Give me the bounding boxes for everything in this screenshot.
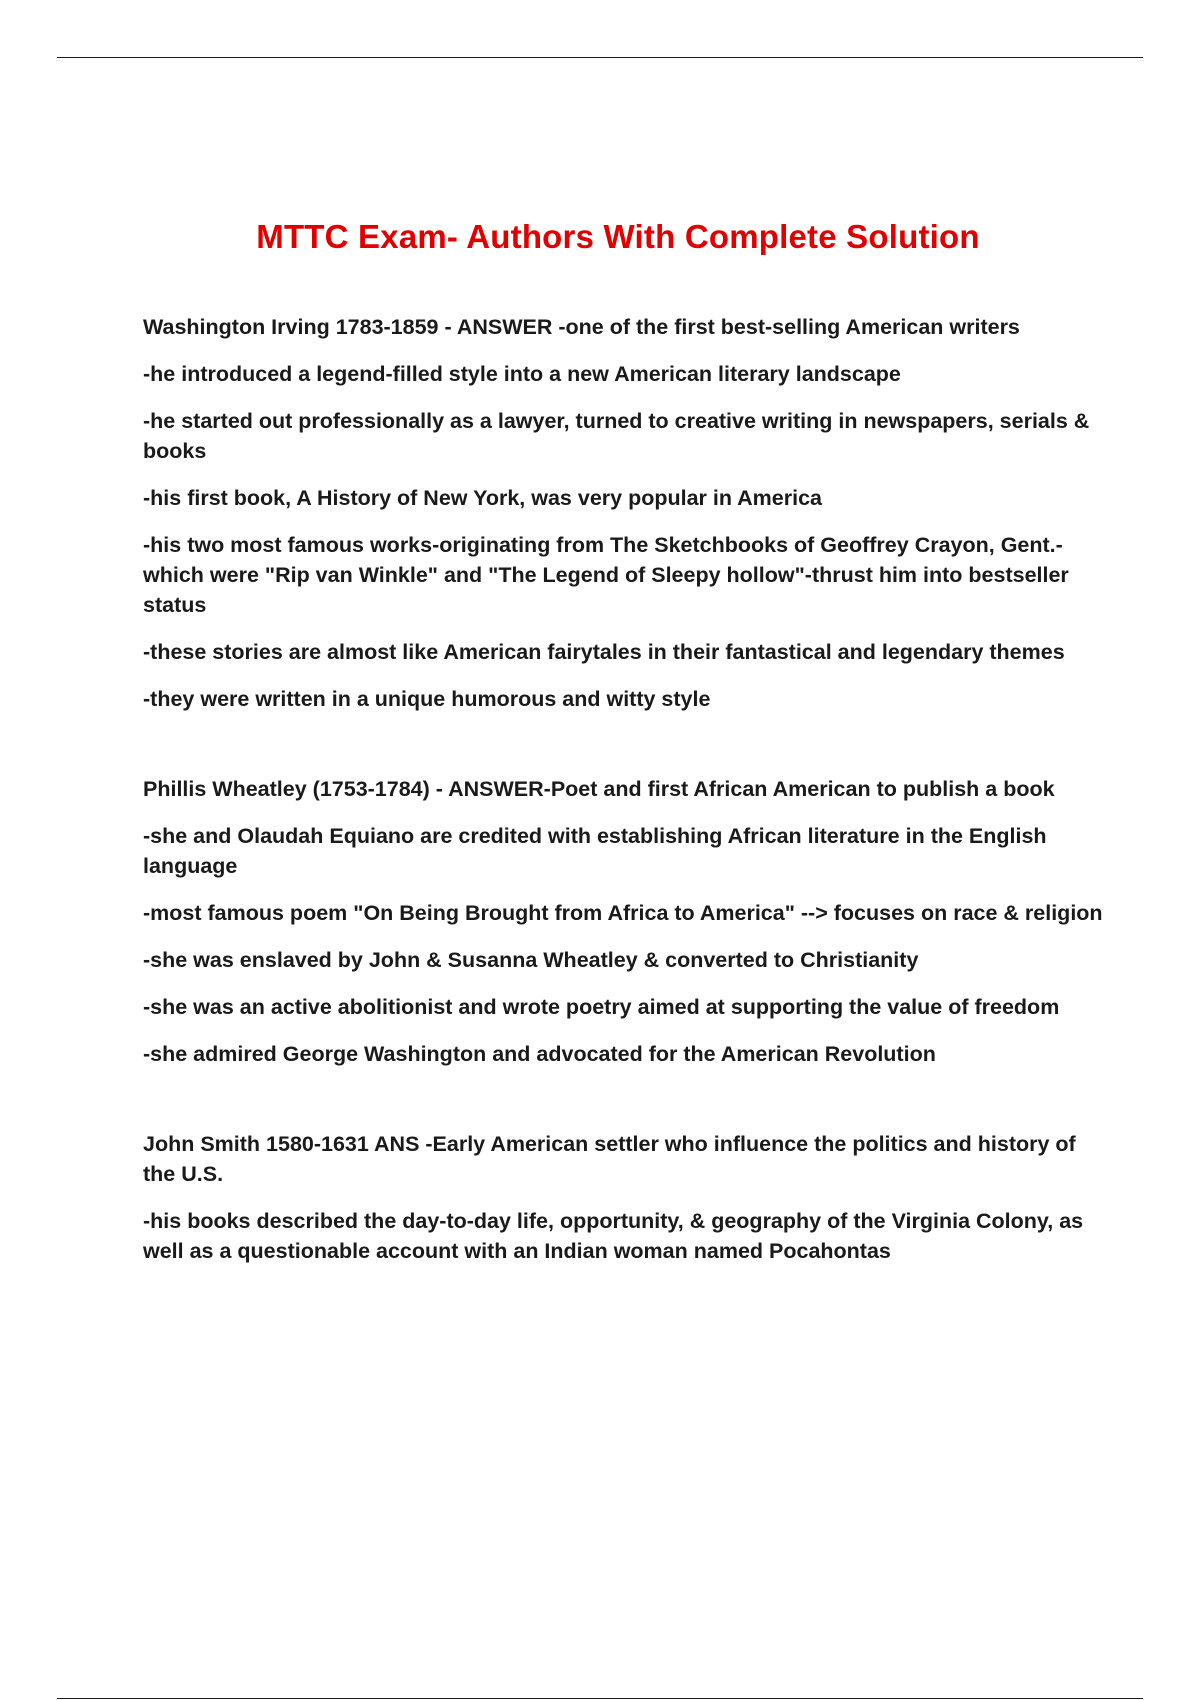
entry-point: -his first book, A History of New York, was very popular in America — [143, 486, 823, 510]
entry-point: -these stories are almost like American fairytales in their fantastical and legendary themes — [143, 640, 1065, 664]
entry-point: -they were written in a unique humorous and witty style — [143, 687, 711, 711]
entry-point: -she was an active abolitionist and wrote poetry aimed at supporting the value of freedom — [143, 995, 1060, 1019]
entry-point: -his books described the day-to-day life, opportunity, & geography of the Virginia Colony, as well as a questionable account with an Indian woman named Pocahontas — [143, 1209, 1084, 1263]
entry-point: -he introduced a legend-filled style into a new American literary landscape — [143, 362, 901, 386]
header-rule — [57, 57, 1143, 58]
entry-point: -she was enslaved by John & Susanna Wheatley & converted to Christianity — [143, 948, 919, 972]
entry-point: -most famous poem "On Being Brought from Africa to America" --> focuses on race & religion — [143, 901, 1103, 925]
document-body — [143, 312, 1103, 1283]
entry-point: -she and Olaudah Equiano are credited with establishing African literature in the English language — [143, 824, 1047, 878]
entry-point: -his two most famous works-originating from The Sketchbooks of Geoffrey Crayon, Gent.-which were "Rip van Winkle" and "The Legend of Sleepy hollow"-thrust him into bestseller status — [143, 533, 1069, 617]
entry-phillis-wheatley — [143, 774, 1103, 1069]
entry-heading: Washington Irving 1783-1859 - ANSWER -one of the first best-selling American writers — [143, 315, 1020, 339]
entry-point: -he started out professionally as a lawyer, turned to creative writing in newspapers, serials & books — [143, 409, 1090, 463]
entry-heading: John Smith 1580-1631 ANS -Early American settler who influence the politics and history of the U.S. — [143, 1132, 1076, 1186]
document-title: MTTC Exam- Authors With Complete Solution — [256, 218, 980, 256]
entry-washington-irving — [143, 312, 1103, 714]
entry-john-smith — [143, 1129, 1103, 1266]
footer-rule — [57, 1698, 1143, 1699]
entry-point: -she admired George Washington and advocated for the American Revolution — [143, 1042, 936, 1066]
entry-heading: Phillis Wheatley (1753-1784) - ANSWER-Poet and first African American to publish a book — [143, 777, 1055, 801]
